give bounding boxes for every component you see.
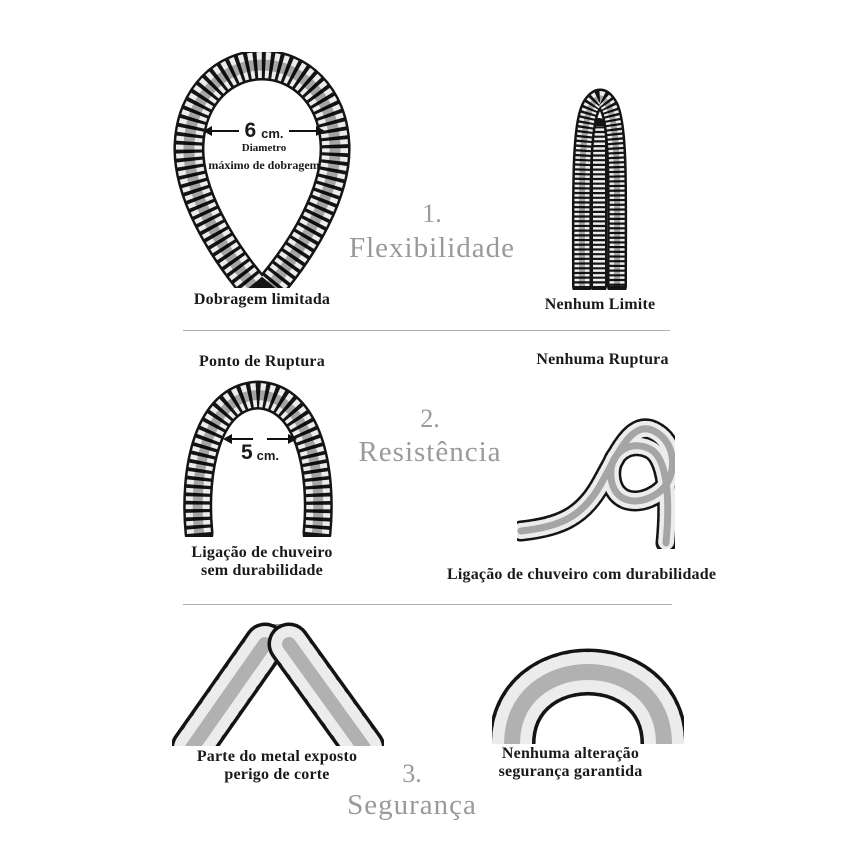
section-1-title: Flexibilidade bbox=[348, 232, 516, 264]
exposed-metal-hose-image bbox=[172, 614, 384, 746]
caption-exposed-metal-line1: Parte do metal exposto bbox=[196, 748, 358, 765]
diameter-value: 6 bbox=[244, 119, 257, 142]
intact-hose-image bbox=[492, 610, 684, 744]
left-arrow-icon bbox=[225, 438, 253, 440]
section-3-number: 3. bbox=[402, 759, 422, 788]
caption-with-durability: Ligação de chuveiro com durabilidade bbox=[447, 566, 717, 583]
caption-limited-bend: Dobragem limitada bbox=[193, 291, 331, 308]
section-divider-1 bbox=[183, 330, 670, 331]
section-2-number: 2. bbox=[420, 404, 440, 433]
bend-diameter-annotation bbox=[194, 120, 334, 173]
no-limit-hose-image bbox=[551, 84, 647, 290]
diameter-value: 5 bbox=[240, 441, 253, 464]
caption-no-durability-line2: sem durabilidade bbox=[201, 562, 323, 579]
left-arrow-icon bbox=[205, 130, 239, 132]
diameter-unit: cm. bbox=[256, 448, 280, 463]
caption-no-durability bbox=[168, 544, 356, 580]
section-2-title: Resistência bbox=[358, 436, 502, 468]
section-divider-2 bbox=[183, 604, 672, 605]
u-bend-diameter-annotation bbox=[204, 438, 316, 463]
durable-hose-image bbox=[517, 391, 675, 549]
section-1-number: 1. bbox=[422, 199, 442, 228]
right-arrow-icon bbox=[267, 438, 295, 440]
diameter-note-line1: Diametro bbox=[241, 142, 287, 154]
caption-exposed-metal-line2: perigo de corte bbox=[224, 766, 330, 783]
caption-no-durability-line1: Ligação de chuveiro bbox=[191, 544, 333, 561]
caption-safety-line1: Nenhuma alteração bbox=[501, 745, 640, 762]
header-rupture-point: Ponto de Ruptura bbox=[199, 353, 325, 370]
header-no-rupture: Nenhuma Ruptura bbox=[536, 351, 669, 368]
right-arrow-icon bbox=[289, 130, 323, 132]
diameter-note-line2: máximo de dobragem bbox=[208, 158, 320, 172]
diameter-unit: cm. bbox=[261, 126, 284, 141]
caption-no-limit: Nenhum Limite bbox=[544, 296, 656, 313]
caption-safety-line2: segurança garantida bbox=[498, 763, 643, 780]
section-3-title: Segurança bbox=[347, 789, 477, 821]
